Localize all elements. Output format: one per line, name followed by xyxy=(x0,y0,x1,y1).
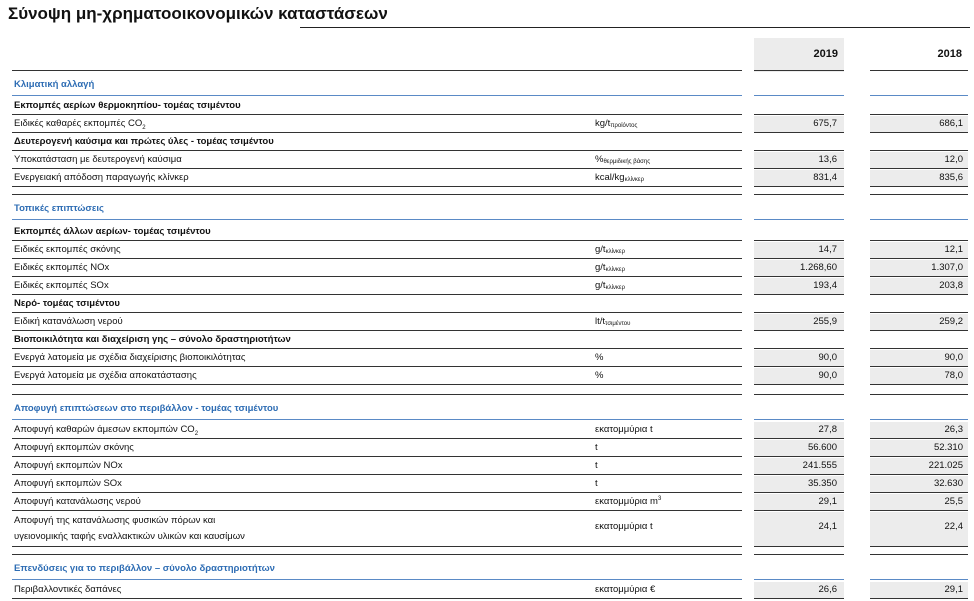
row-bottom-border-2018 xyxy=(870,546,968,547)
subsection-header xyxy=(0,223,974,241)
value-2019: 14,7 xyxy=(818,244,837,255)
table-row xyxy=(0,511,974,547)
value-2019: 26,6 xyxy=(818,584,837,595)
row-unit-subscript: προϊόντος xyxy=(610,123,638,129)
row-label xyxy=(14,442,134,453)
row-label-text: Αποφυγή εκπομπών SOx xyxy=(14,478,122,489)
table-row xyxy=(0,169,974,187)
value-2019: 241.555 xyxy=(802,460,837,471)
value-2019: 90,0 xyxy=(818,370,837,381)
value-2019: 56.600 xyxy=(807,442,837,453)
row-unit xyxy=(595,244,625,255)
value-2019: 35.350 xyxy=(807,478,837,489)
row-unit-text: t xyxy=(595,478,598,489)
section-underline xyxy=(12,579,742,580)
value-2018: 221.025 xyxy=(928,460,963,471)
row-label-text: Αποφυγή εκπομπών σκόνης xyxy=(14,442,134,453)
subsection-header xyxy=(0,331,974,349)
section-underline xyxy=(12,219,742,220)
row-unit-text: εκατομμύρια m xyxy=(595,496,658,508)
section-top-border xyxy=(870,194,968,195)
row-label xyxy=(14,334,291,345)
row-unit xyxy=(595,496,661,507)
row-label-text: Ειδικές καθαρές εκπομπές CO xyxy=(14,118,143,129)
row-label-text: Εκπομπές αερίων θερμοκηπίου- τομέας τσιμέντου xyxy=(14,100,241,111)
row-label xyxy=(14,460,122,471)
row-label-text: Ειδική κατανάλωση νερού xyxy=(14,316,123,327)
row-label xyxy=(14,79,94,90)
value-2018: 52.310 xyxy=(933,442,963,453)
value-2018: 22,4 xyxy=(944,521,963,532)
row-unit xyxy=(595,424,653,435)
section-top-border xyxy=(754,194,844,195)
row-label-text: Αποφυγή καθαρών άμεσων εκπομπών CO xyxy=(14,424,195,435)
row-unit-text: kg/t xyxy=(595,118,611,129)
row-bottom-border-2018 xyxy=(870,384,968,385)
row-label-text: Αποφυγή της κατανάλωσης φυσικών πόρων και xyxy=(14,515,216,526)
row-label-line2: υγειονομικής ταφής εναλλακτικών υλικών και καυσίμων xyxy=(14,531,245,542)
row-unit-subscript: θερμιδικής βάσης xyxy=(603,159,651,165)
row-label xyxy=(14,478,122,489)
row-bottom-border-2018 xyxy=(870,186,968,187)
row-label xyxy=(14,352,246,363)
row-label xyxy=(14,370,197,381)
row-label xyxy=(14,513,245,545)
row-unit-text: % xyxy=(595,370,604,381)
row-bottom-border xyxy=(12,546,742,547)
row-unit-text: t xyxy=(595,460,598,471)
value-2018: 686,1 xyxy=(939,118,963,129)
row-label xyxy=(14,496,141,507)
row-bottom-border xyxy=(12,186,742,187)
row-unit-text: % xyxy=(595,154,604,165)
row-unit xyxy=(595,460,598,471)
row-unit xyxy=(595,521,653,532)
value-2019: 13,6 xyxy=(818,154,837,165)
row-label xyxy=(14,136,274,147)
row-label xyxy=(14,118,146,131)
row-label-text: Ειδικές εκπομπές SOx xyxy=(14,280,109,291)
row-unit-text: g/t xyxy=(595,280,606,291)
row-label-text: Ειδικές εκπομπές σκόνης xyxy=(14,244,121,255)
value-2019: 675,7 xyxy=(813,118,837,129)
row-unit xyxy=(595,584,655,595)
row-label-text: Ενεργειακή απόδοση παραγωγής κλίνκερ xyxy=(14,172,189,183)
value-2019: 90,0 xyxy=(818,352,837,363)
row-unit xyxy=(595,154,650,165)
row-bottom-border-2019 xyxy=(754,384,844,385)
row-unit-text: % xyxy=(595,352,604,363)
row-label-text: Κλιματική αλλαγή xyxy=(14,79,95,90)
row-unit-subscript: κλίνκερ xyxy=(624,177,644,183)
row-label xyxy=(14,226,211,237)
row-unit xyxy=(595,262,625,273)
row-unit-text: g/t xyxy=(595,244,606,255)
table-row xyxy=(0,367,974,385)
section-top-border xyxy=(12,394,742,395)
row-label-text: Υποκατάσταση με δευτερογενή καύσιμα xyxy=(14,154,182,165)
table-row xyxy=(0,493,974,511)
row-unit-text: εκατομμύρια t xyxy=(595,424,653,435)
row-unit xyxy=(595,442,598,453)
value-2018: 203,8 xyxy=(939,280,963,291)
row-unit-text: εκατομμύρια t xyxy=(595,521,653,532)
row-label-subscript: 2 xyxy=(194,430,199,437)
row-unit xyxy=(595,352,603,363)
row-label-text: Τοπικές επιπτώσεις xyxy=(14,203,104,214)
section-header xyxy=(0,400,974,420)
year-header-2018: 2018 xyxy=(937,48,962,60)
value-2019: 255,9 xyxy=(813,316,837,327)
subsection-header xyxy=(0,97,974,115)
row-label xyxy=(14,316,123,327)
row-unit xyxy=(595,370,603,381)
row-unit xyxy=(595,118,637,129)
value-2019: 27,8 xyxy=(818,424,837,435)
row-label-text: Δευτερογενή καύσιμα και πρώτες ύλες - τομέας τσιμέντου xyxy=(14,136,274,147)
row-bottom-border-2019 xyxy=(754,598,844,599)
table-row xyxy=(0,349,974,367)
value-2018: 1.307,0 xyxy=(931,262,963,273)
table-row xyxy=(0,581,974,599)
value-2018: 78,0 xyxy=(944,370,963,381)
row-label-text: Βιοποικιλότητα και διαχείριση γης – σύνολο δραστηριοτήτων xyxy=(14,334,291,345)
value-2018: 259,2 xyxy=(939,316,963,327)
row-label-text: Περιβαλλοντικές δαπάνες xyxy=(14,584,122,595)
row-bottom-border-2019 xyxy=(754,186,844,187)
row-bottom-border xyxy=(12,598,742,599)
row-label-text: Επενδύσεις για το περιβάλλον – σύνολο δραστηριοτήτων xyxy=(14,563,275,574)
row-unit-subscript: κλίνκερ xyxy=(605,285,625,291)
row-label xyxy=(14,584,121,595)
row-label-subscript: 2 xyxy=(142,124,146,131)
section-top-border xyxy=(12,70,742,71)
value-2018: 12,1 xyxy=(944,244,963,255)
section-underline xyxy=(754,419,844,420)
value-2019: 1.268,60 xyxy=(800,262,837,273)
table-row xyxy=(0,277,974,295)
section-underline xyxy=(12,419,742,420)
value-2018: 26,3 xyxy=(944,424,963,435)
row-label-text: Εκπομπές άλλων αερίων- τομέας τσιμέντου xyxy=(14,226,211,237)
row-unit-subscript: τσιμέντου xyxy=(605,321,631,327)
section-top-border xyxy=(12,194,742,195)
row-label xyxy=(14,100,241,111)
table-row xyxy=(0,259,974,277)
table-row xyxy=(0,439,974,457)
section-underline xyxy=(754,95,844,96)
row-unit-text: t xyxy=(595,442,598,453)
row-label xyxy=(14,244,121,255)
row-label-text: Αποφυγή κατανάλωσης νερού xyxy=(14,496,141,507)
row-bottom-border-2018 xyxy=(870,598,968,599)
value-2018: 90,0 xyxy=(944,352,963,363)
row-unit-text: εκατομμύρια € xyxy=(595,584,656,595)
subsection-header xyxy=(0,295,974,313)
value-2018: 32.630 xyxy=(933,478,963,489)
row-unit xyxy=(595,478,598,489)
row-unit xyxy=(595,172,644,183)
section-header xyxy=(0,200,974,220)
value-2018: 12,0 xyxy=(944,154,963,165)
table-row xyxy=(0,457,974,475)
section-top-border xyxy=(12,554,742,555)
row-label-text: Ενεργά λατομεία με σχέδια αποκατάστασης xyxy=(14,370,197,381)
row-unit-text: lt/t xyxy=(595,316,606,327)
page-title: Σύνοψη μη-χρηματοοικονομικών καταστάσεων xyxy=(8,4,388,23)
section-underline xyxy=(870,95,968,96)
row-unit-subscript: κλίνκερ xyxy=(605,267,625,273)
value-2018: 25,5 xyxy=(944,496,963,507)
section-header xyxy=(0,560,974,580)
row-label xyxy=(14,563,275,574)
value-2018: 29,1 xyxy=(944,584,963,595)
row-unit-text: g/t xyxy=(595,262,606,273)
row-unit-subscript: κλίνκερ xyxy=(605,249,625,255)
section-underline xyxy=(754,219,844,220)
table-row xyxy=(0,475,974,493)
table-row xyxy=(0,151,974,169)
row-label xyxy=(14,203,104,214)
row-bottom-border-2019 xyxy=(754,546,844,547)
section-underline xyxy=(870,219,968,220)
row-label xyxy=(14,154,182,165)
row-label-text: Αποφυγή εκπομπών NOx xyxy=(14,460,123,471)
section-top-border xyxy=(870,70,968,71)
row-label-text: Ενεργά λατομεία με σχέδια διαχείρισης βιοποικιλότητας xyxy=(14,352,246,363)
value-2018: 835,6 xyxy=(939,172,963,183)
section-underline xyxy=(870,419,968,420)
row-bottom-border xyxy=(12,384,742,385)
row-unit-text: kcal/kg xyxy=(595,172,625,183)
row-unit xyxy=(595,280,625,291)
table-row xyxy=(0,421,974,439)
row-label xyxy=(14,298,120,309)
table-row xyxy=(0,115,974,133)
section-underline xyxy=(754,579,844,580)
row-label xyxy=(14,172,189,183)
row-label xyxy=(14,262,109,273)
row-unit xyxy=(595,316,630,327)
section-underline xyxy=(12,95,742,96)
row-label-text: Αποφυγή επιπτώσεων στο περιβάλλον - τομέας τσιμέντου xyxy=(14,403,279,414)
row-unit-superscript: 3 xyxy=(657,496,662,502)
table-row xyxy=(0,313,974,331)
year-header-2019: 2019 xyxy=(813,48,838,60)
subsection-header xyxy=(0,133,974,151)
row-label xyxy=(14,403,278,414)
section-top-border xyxy=(754,554,844,555)
row-label xyxy=(14,424,198,437)
section-header xyxy=(0,76,974,96)
section-underline xyxy=(870,579,968,580)
row-label-text: Νερό- τομέας τσιμέντου xyxy=(14,298,120,309)
table-row xyxy=(0,241,974,259)
row-label xyxy=(14,280,109,291)
section-top-border xyxy=(870,554,968,555)
value-2019: 193,4 xyxy=(813,280,837,291)
section-top-border xyxy=(754,394,844,395)
section-top-border xyxy=(754,70,844,71)
section-top-border xyxy=(870,394,968,395)
value-2019: 29,1 xyxy=(818,496,837,507)
value-2019: 24,1 xyxy=(818,521,837,532)
row-label-text: Ειδικές εκπομπές NOx xyxy=(14,262,110,273)
value-2019: 831,4 xyxy=(813,172,837,183)
